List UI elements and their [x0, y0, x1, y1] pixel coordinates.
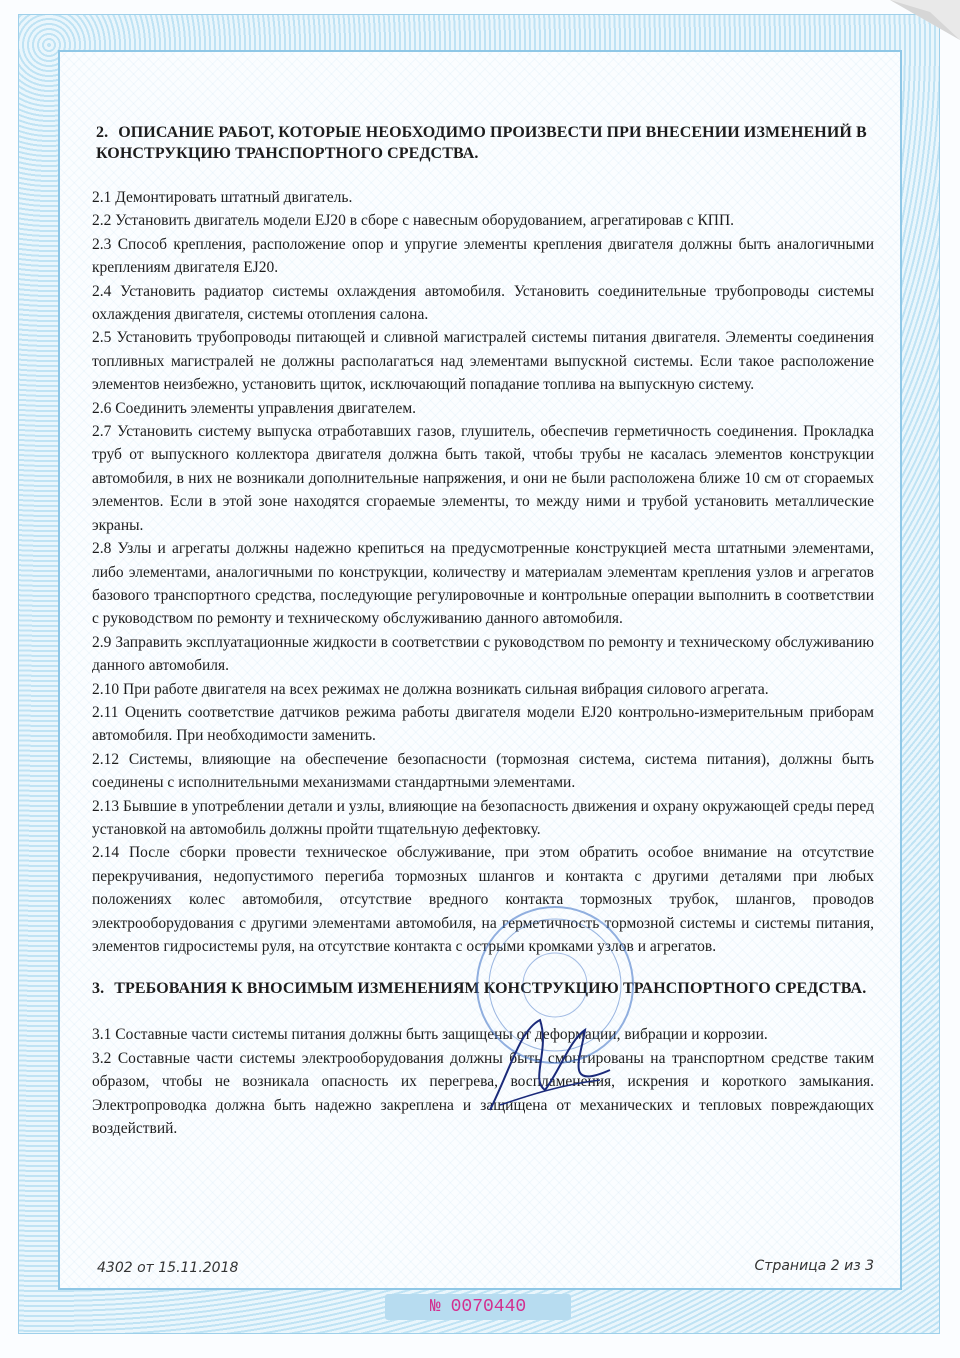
- paragraph-3-2: 3.2 Составные части системы электрооборудования должны быть смонтированы на транспортном средстве таким образом, чтобы не возникала опасность их перегрева, воспламенения, искрения и короткого замыкания. Электропроводка должна быть надежно закреплена и защищена от механических и тепловых повреждающих воздействий.: [92, 1049, 874, 1138]
- section-3-title: ТРЕБОВАНИЯ К ВНОСИМЫМ ИЗМЕНЕНИЯМ КОНСТРУКЦИЮ ТРАНСПОРТНОГО СРЕДСТВА.: [114, 980, 867, 998]
- paragraph-2-10: 2.10 При работе двигателя на всех режимах не должна возникать сильная вибрация силового агрегата.: [92, 680, 769, 698]
- paragraph-2-1: 2.1 Демонтировать штатный двигатель.: [92, 189, 353, 206]
- paragraph-2-8: 2.8 Узлы и агрегаты должны надежно крепиться на предусмотренные конструкцией места штатными элементами, либо элементами, аналогичными по конструкции, количеству и материалам элементам крепления узлов и агрегатов базового транспортного средства, последующие регулировочные и контрольные операции выполнить в соответствии с руководством по ремонту и техническому обслуживанию данного автомобиля.: [92, 540, 874, 628]
- paragraph-2-5: 2.5 Установить трубопроводы питающей и сливной магистралей системы питания двигателя. Элементы соединения топливных магистралей не должны располагаться над элементами выпускной системы. Если такое расположение элементов неизбежно, установить щиток, исключающий попадание топлива на выпускную систему.: [92, 329, 874, 394]
- paragraph-2-3: 2.3 Способ крепления, расположение опор и упругие элементы крепления двигателя должны быть аналогичными креплениям двигателя EJ20.: [92, 235, 874, 277]
- section-2-items: [92, 186, 874, 958]
- serial-number-symbol: №: [429, 1297, 441, 1317]
- serial-number: 0070440: [450, 1297, 527, 1317]
- paragraph-2-4: 2.4 Установить радиатор системы охлаждения автомобиля. Установить соединительные трубопроводы системы охлаждения двигателя, системы отопления салона.: [92, 282, 874, 324]
- paragraph-2-7: 2.7 Установить систему выпуска отработавших газов, глушитель, обеспечив герметичность соединения. Прокладка труб от выпускного коллектора двигателя должна быть такой, чтобы трубы не касалась элементов конструкции автомобиля, в них не возникали дополнительные напряжения, и они не были расположена ближе 10 см от сгораемых элементов. Если в этой зоне находятся сгораемые элементы, то между ними и трубой установить металлические экраны.: [92, 423, 874, 534]
- paragraph-2-13: 2.13 Бывшие в употреблении детали и узлы, влияющие на безопасность движения и охрану окружающей среды перед установкой на автомобиль должны пройти тщательную дефектовку.: [92, 797, 874, 838]
- section-2-heading: [92, 122, 874, 164]
- page-counter: Страница 2 из 3: [754, 1258, 874, 1274]
- document-reference: 4302 от 15.11.2018: [97, 1260, 239, 1276]
- paragraph-2-12: 2.12 Системы, влияющие на обеспечение безопасности (тормозная система, система питания), должны быть соединены с исполнительными механизмами стандартными элементами.: [92, 750, 874, 792]
- section-2-title: ОПИСАНИЕ РАБОТ, КОТОРЫЕ НЕОБХОДИМО ПРОИЗВЕСТИ ПРИ ВНЕСЕНИИ ИЗМЕНЕНИЙ В КОНСТРУКЦИЮ ТРАНСПОРТНОГО СРЕДСТВА.: [96, 124, 867, 162]
- paragraph-2-14: 2.14 После сборки провести техническое обслуживание, при этом обратить особое внимание на отсутствие перекручивания, недопустимого перегиба тормозных шлангов и контакта с другими деталями при любых положениях колес автомобиля, отсутствие вредного контакта тормозных трубок, шлангов, проводов электрооборудования с другими элементами автомобиля, на герметичность тормозной системы и системы питания, элементов гидросистемы руля, на отсутствие контакта с острыми кромками узлов и агрегатов.: [92, 844, 874, 955]
- paragraph-2-6: 2.6 Соединить элементы управления двигателем.: [92, 399, 417, 417]
- paragraph-2-11: 2.11 Оценить соответствие датчиков режима работы двигателя модели EJ20 контрольно-измерительным приборам автомобиля. При необходимости заменить.: [92, 703, 874, 745]
- serial-number-badge: [385, 1294, 571, 1320]
- section-3-number: 3.: [92, 980, 105, 998]
- signature: [470, 1010, 620, 1120]
- paragraph-2-2: 2.2 Установить двигатель модели EJ20 в сборе с навесным оборудованием, агрегатировав с КПП.: [92, 212, 735, 230]
- folded-corner: [870, 0, 960, 60]
- paragraph-2-9: 2.9 Заправить эксплуатационные жидкости в соответствии с руководством по ремонту и техническому обслуживанию данного автомобиля.: [92, 633, 874, 675]
- paragraph-3-1: 3.1 Составные части системы питания должны быть защищены от деформации, вибрации и коррозии.: [92, 1026, 768, 1044]
- section-2-number: 2.: [96, 124, 109, 141]
